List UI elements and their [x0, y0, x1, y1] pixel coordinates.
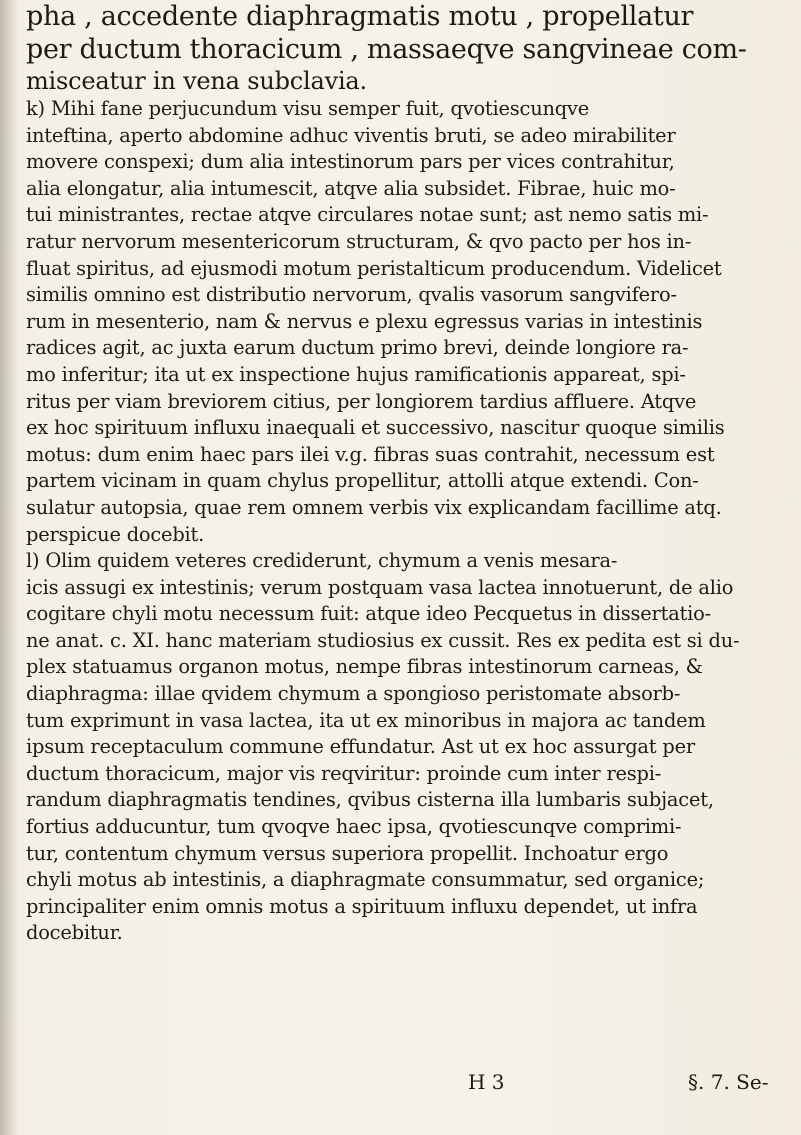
- text-line: similis omnino est distributio nervorum, qvalis vasorum sangvifero-: [26, 283, 677, 307]
- text-line: chyli motus ab intestinis, a diaphragmate consummatur, sed organice;: [26, 868, 705, 892]
- text-line: sulatur autopsia, quae rem omnem verbis vix explicandam facillime atq.: [26, 495, 722, 519]
- text-line: ex hoc spirituum influxu inaequali et successivo, nascitur quoque similis: [26, 416, 725, 440]
- text-line: fluat spiritus, ad ejusmodi motum peristalticum producendum. Videlicet: [26, 256, 722, 280]
- text-line: ne anat. c. XI. hanc materiam studiosius ex cussit. Res ex pedita est si du-: [26, 628, 740, 652]
- text-line: ratur nervorum mesentericorum structuram, & qvo pacto per hos in-: [26, 229, 692, 253]
- text-line: rum in mesenterio, nam & nervus e plexu egressus varias in intestinis: [26, 309, 703, 333]
- text-line: pha , accedente diaphragmatis motu , propellatur: [26, 1, 694, 32]
- text-line: mo inferitur; ita ut ex inspectione hujus ramificationis appareat, spi-: [26, 362, 686, 386]
- text-line: tum exprimunt in vasa lactea, ita ut ex minoribus in majora ac tandem: [26, 708, 706, 732]
- gutter-shadow: [0, 0, 18, 1135]
- text-line: docebitur.: [26, 921, 123, 945]
- text-line: randum diaphragmatis tendines, qvibus cisterna illa lumbaris subjacet,: [26, 788, 714, 812]
- signature-mark: H 3: [468, 1070, 505, 1094]
- text-line: ductum thoracicum, major vis reqviritur: proinde cum inter respi-: [26, 761, 662, 785]
- text-line: perspicue docebit.: [26, 522, 205, 546]
- text-line: radices agit, ac juxta earum ductum primo brevi, deinde longiore ra-: [26, 336, 689, 360]
- text-line: cogitare chyli motu necessum fuit: atque ideo Pecquetus in dissertatio-: [26, 602, 711, 626]
- text-line: inteftina, aperto abdomine adhuc viventis bruti, se adeo mirabiliter: [26, 123, 676, 147]
- text-line: ritus per viam breviorem citius, per longiorem tardius affluere. Atqve: [26, 389, 697, 413]
- text-line: alia elongatur, alia intumescit, atqve alia subsidet. Fibrae, huic mo-: [26, 176, 676, 200]
- text-line: motus: dum enim haec pars ilei v.g. fibras suas contrahit, necessum est: [26, 442, 715, 466]
- text-line: icis assugi ex intestinis; verum postquam vasa lactea innotuerunt, de alio: [26, 575, 734, 599]
- text-line: ipsum receptaculum commune effundatur. Ast ut ex hoc assurgat per: [26, 735, 695, 759]
- text-line: k) Mihi fane perjucundum visu semper fuit, qvotiescunqve: [26, 97, 590, 120]
- page-footer: [0, 1070, 801, 1100]
- text-line: tui ministrantes, rectae atqve circulares notae sunt; ast nemo satis mi-: [26, 203, 709, 227]
- text-line: l) Olim quidem veteres crediderunt, chymum a venis mesara-: [26, 549, 618, 573]
- text-line: partem vicinam in quam chylus propellitur, attolli atque extendi. Con-: [26, 469, 699, 493]
- catchword: §. 7. Se-: [688, 1070, 769, 1094]
- text-line: principaliter enim omnis motus a spirituum influxu dependet, ut infra: [26, 894, 698, 918]
- text-line: misceatur in vena subclavia.: [26, 67, 367, 95]
- text-line: diaphragma: illae qvidem chymum a spongioso peristomate absorb-: [26, 682, 681, 706]
- text-line: tur, contentum chymum versus superiora propellit. Inchoatur ergo: [26, 841, 669, 865]
- text-line: per ductum thoracicum , massaeqve sangvineae com-: [26, 34, 747, 65]
- text-line: fortius adducuntur, tum qvoqve haec ipsa, qvotiescunqve comprimi-: [26, 815, 682, 839]
- text-line: plex statuamus organon motus, nempe fibras intestinorum carneas, &: [26, 655, 703, 679]
- body-text: [26, 0, 796, 947]
- text-line: movere conspexi; dum alia intestinorum pars per vices contrahitur,: [26, 150, 675, 174]
